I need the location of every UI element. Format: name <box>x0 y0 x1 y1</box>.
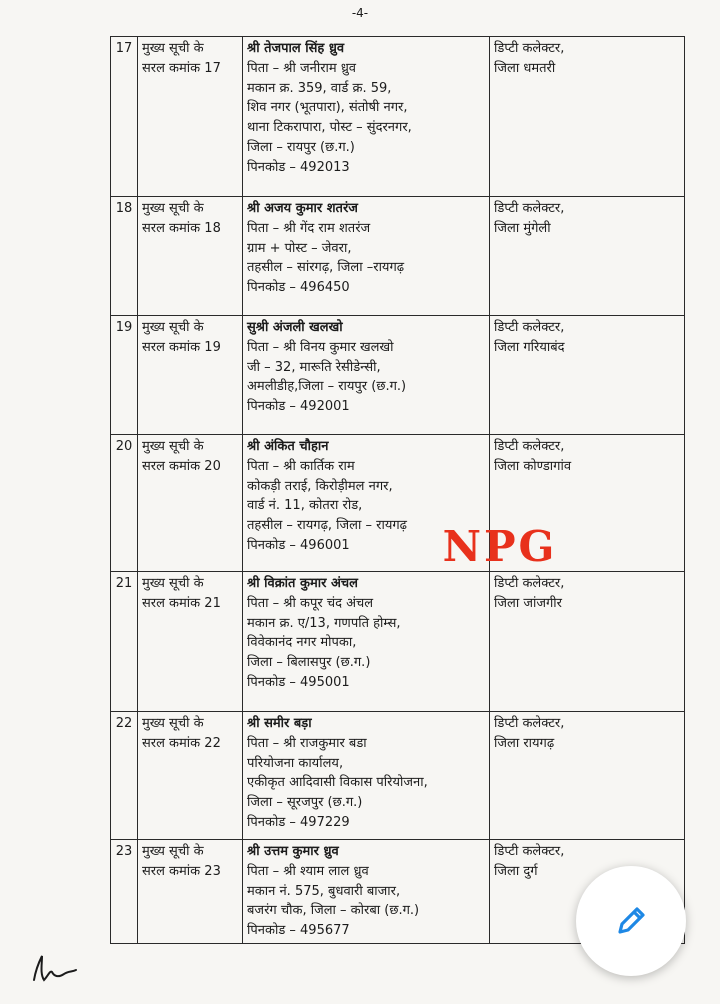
officer-list-body <box>111 37 685 944</box>
posting-line: जिला मुंगेली <box>494 220 551 236</box>
posting-line: जिला रायगढ़ <box>494 735 555 751</box>
posting-line: जिला दुर्ग <box>494 863 538 879</box>
reference-line: सरल कमांक 20 <box>142 458 221 474</box>
reference-line: मुख्य सूची के <box>142 439 204 454</box>
address-line: पिनकोड – 492013 <box>247 159 350 175</box>
main-list-reference <box>138 435 243 572</box>
posting-line: डिप्टी कलेक्टर, <box>494 716 565 731</box>
main-list-reference <box>138 712 243 840</box>
address-line: पिनकोड – 496001 <box>247 537 350 553</box>
officer-list-table <box>110 36 685 944</box>
reference-line: सरल कमांक 22 <box>142 735 221 751</box>
posting-line: जिला धमतरी <box>494 60 556 76</box>
reference-line: सरल कमांक 18 <box>142 220 221 236</box>
address-line: पिता – श्री कपूर चंद अंचल <box>247 595 374 611</box>
reference-line: मुख्य सूची के <box>142 320 204 335</box>
officer-name: श्री अंकित चौहान <box>247 439 329 454</box>
table-row <box>111 197 685 316</box>
address-line: जिला – सूरजपुर (छ.ग.) <box>247 795 363 811</box>
serial-number: 21 <box>111 572 138 712</box>
posting-line: जिला कोण्डागांव <box>494 458 572 474</box>
main-list-reference <box>138 197 243 316</box>
address-line: एकीकृत आदिवासी विकास परियोजना, <box>247 775 428 791</box>
officer-name: श्री तेजपाल सिंह ध्रुव <box>247 41 345 56</box>
reference-line: मुख्य सूची के <box>142 716 204 731</box>
address-line: अमलीडीह,जिला – रायपुर (छ.ग.) <box>247 379 407 395</box>
officer-details <box>243 840 490 944</box>
posting-line: डिप्टी कलेक्टर, <box>494 320 565 335</box>
address-line: परियोजना कार्यालय, <box>247 755 344 771</box>
address-line: शिव नगर (भूतपारा), संतोषी नगर, <box>247 100 408 116</box>
officer-details <box>243 37 490 197</box>
posting-line: डिप्टी कलेक्टर, <box>494 41 565 56</box>
address-line: पिता – श्री विनय कुमार खलखो <box>247 339 394 355</box>
serial-number: 18 <box>111 197 138 316</box>
main-list-reference <box>138 37 243 197</box>
reference-line: मुख्य सूची के <box>142 201 204 216</box>
officer-details <box>243 712 490 840</box>
address-line: जी – 32, मारूति रेसीडेन्सी, <box>247 359 381 375</box>
table-row <box>111 37 685 197</box>
address-line: पिनकोड – 495677 <box>247 923 350 939</box>
address-line: जिला – बिलासपुर (छ.ग.) <box>247 655 371 671</box>
address-line: थाना टिकरापारा, पोस्ट – सुंदरनगर, <box>247 120 412 136</box>
posting-details <box>490 316 685 435</box>
address-line: कोकड़ी तराई, किरोड़ीमल नगर, <box>247 478 393 494</box>
officer-details <box>243 316 490 435</box>
reference-line: सरल कमांक 17 <box>142 60 221 76</box>
address-line: पिनकोड – 495001 <box>247 674 350 690</box>
table-row <box>111 572 685 712</box>
posting-details <box>490 37 685 197</box>
address-line: मकान क्र. 359, वार्ड क्र. 59, <box>247 80 392 96</box>
officer-name: श्री अजय कुमार शतरंज <box>247 201 358 216</box>
posting-line: डिप्टी कलेक्टर, <box>494 844 565 859</box>
main-list-reference <box>138 572 243 712</box>
edit-button[interactable] <box>576 866 686 976</box>
serial-number: 22 <box>111 712 138 840</box>
address-line: पिता – श्री श्याम लाल ध्रुव <box>247 863 369 879</box>
address-line: पिनकोड – 496450 <box>247 280 350 296</box>
address-line: जिला – रायपुर (छ.ग.) <box>247 139 355 155</box>
page-number: -4- <box>351 6 369 20</box>
posting-details <box>490 572 685 712</box>
table-row <box>111 316 685 435</box>
address-line: पिता – श्री राजकुमार बडा <box>247 735 367 751</box>
address-line: बजरंग चौक, जिला – कोरबा (छ.ग.) <box>247 903 420 919</box>
reference-line: मुख्य सूची के <box>142 576 204 591</box>
posting-details <box>490 712 685 840</box>
reference-line: सरल कमांक 21 <box>142 595 221 611</box>
address-line: तहसील – रायगढ़, जिला – रायगढ़ <box>247 518 407 534</box>
reference-line: सरल कमांक 19 <box>142 339 221 355</box>
reference-line: सरल कमांक 23 <box>142 863 221 879</box>
address-line: पिनकोड – 492001 <box>247 399 350 415</box>
signature-mark <box>30 950 80 986</box>
address-line: तहसील – सांरगढ़, जिला –रायगढ़ <box>247 260 405 276</box>
address-line: पिता – श्री जनीराम ध्रुव <box>247 60 357 76</box>
address-line: विवेकानंद नगर मोपका, <box>247 635 357 651</box>
posting-line: डिप्टी कलेक्टर, <box>494 439 565 454</box>
posting-line: डिप्टी कलेक्टर, <box>494 201 565 216</box>
posting-line: डिप्टी कलेक्टर, <box>494 576 565 591</box>
address-line: पिता – श्री गेंद राम शतरंज <box>247 220 371 236</box>
pencil-icon <box>611 901 651 941</box>
address-line: मकान नं. 575, बुधवारी बाजार, <box>247 883 401 899</box>
posting-line: जिला जांजगीर <box>494 595 562 611</box>
officer-name: श्री उत्तम कुमार ध्रुव <box>247 844 339 859</box>
main-list-reference <box>138 316 243 435</box>
posting-line: जिला गरियाबंद <box>494 339 565 355</box>
officer-name: श्री विक्रांत कुमार अंचल <box>247 576 358 591</box>
address-line: वार्ड नं. 11, कोतरा रोड, <box>247 498 363 514</box>
officer-details <box>243 572 490 712</box>
serial-number: 23 <box>111 840 138 944</box>
officer-details <box>243 197 490 316</box>
address-line: मकान क्र. ए/13, गणपति होम्स, <box>247 615 401 631</box>
serial-number: 17 <box>111 37 138 197</box>
officer-name: सुश्री अंजली खलखो <box>247 320 343 335</box>
reference-line: मुख्य सूची के <box>142 844 204 859</box>
posting-details <box>490 197 685 316</box>
officer-name: श्री समीर बड़ा <box>247 716 312 731</box>
address-line: पिनकोड – 497229 <box>247 814 350 830</box>
reference-line: मुख्य सूची के <box>142 41 204 56</box>
serial-number: 20 <box>111 435 138 572</box>
serial-number: 19 <box>111 316 138 435</box>
table-row <box>111 712 685 840</box>
table-row <box>111 435 685 572</box>
main-list-reference <box>138 840 243 944</box>
address-line: ग्राम + पोस्ट – जेवरा, <box>247 240 352 256</box>
address-line: पिता – श्री कार्तिक राम <box>247 458 355 474</box>
npg-watermark: NPG <box>442 522 558 571</box>
